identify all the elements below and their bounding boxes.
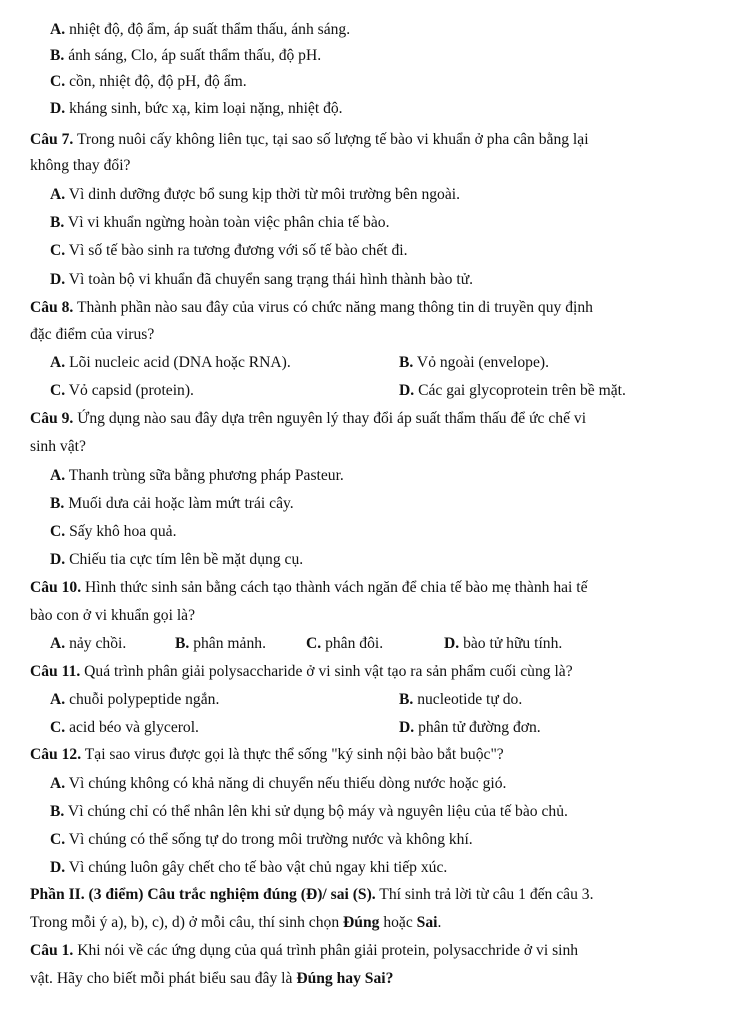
q10-stem-line1: Câu 10. Hình thức sinh sản bằng cách tạo thành vách ngăn để chia tế bào mẹ thành hai tế xyxy=(30,579,588,596)
q8-option-a: A. Lõi nucleic acid (DNA hoặc RNA). xyxy=(50,354,291,371)
q9-option-b: B. Muối dưa cải hoặc làm mứt trái cây. xyxy=(50,495,294,512)
q6-option-a: A. nhiệt độ, độ ẩm, áp suất thẩm thấu, ánh sáng. xyxy=(50,21,351,38)
q11-option-d: D. phân tử đường đơn. xyxy=(399,719,541,736)
q10-stem-line2: bào con ở vi khuẩn gọi là? xyxy=(30,607,196,624)
part2-heading: Phần II. (3 điểm) Câu trắc nghiệm đúng (Đ)/ sai (S). Thí sinh trả lời từ câu 1 đến câu 3. xyxy=(30,886,594,903)
q12-stem: Câu 12. Tại sao virus được gọi là thực thể sống "ký sinh nội bào bắt buộc"? xyxy=(30,746,504,763)
q11-option-b: B. nucleotide tự do. xyxy=(399,691,523,708)
q8-option-d: D. Các gai glycoprotein trên bề mặt. xyxy=(399,382,626,399)
q7-option-c: C. Vì số tế bào sinh ra tương đương với số tế bào chết đi. xyxy=(50,242,408,259)
q6-option-d: D. kháng sinh, bức xạ, kim loại nặng, nhiệt độ. xyxy=(50,100,343,117)
q6-option-b: B. ánh sáng, Clo, áp suất thẩm thấu, độ pH. xyxy=(50,47,322,64)
q7-option-a: A. Vì dinh dưỡng được bổ sung kịp thời từ môi trường bên ngoài. xyxy=(50,186,460,203)
q12-option-c: C. Vì chúng có thể sống tự do trong môi trường nước và không khí. xyxy=(50,831,473,848)
q8-stem-line1: Câu 8. Thành phần nào sau đây của virus có chức năng mang thông tin di truyền quy định xyxy=(30,299,593,316)
q8-option-c: C. Vỏ capsid (protein). xyxy=(50,382,194,399)
q10-option-d: D. bào tử hữu tính. xyxy=(444,635,563,652)
part2-instructions: Trong mỗi ý a), b), c), d) ở mỗi câu, thí sinh chọn Đúng hoặc Sai. xyxy=(30,914,442,931)
q10-option-a: A. nảy chồi. xyxy=(50,635,127,652)
q12-option-b: B. Vì chúng chỉ có thể nhân lên khi sử dụng bộ máy và nguyên liệu của tế bào chủ. xyxy=(50,803,568,820)
q7-stem-line2: không thay đổi? xyxy=(30,157,131,174)
p2q1-stem-line1: Câu 1. Khi nói về các ứng dụng của quá trình phân giải protein, polysacchride ở vi sinh xyxy=(30,942,579,959)
q12-option-a: A. Vì chúng không có khả năng di chuyển nếu thiếu dòng nước hoặc gió. xyxy=(50,775,507,792)
q9-stem-line1: Câu 9. Ứng dụng nào sau đây dựa trên nguyên lý thay đổi áp suất thẩm thấu để ức chế vi xyxy=(30,410,587,427)
q8-option-b: B. Vỏ ngoài (envelope). xyxy=(399,354,549,371)
q9-stem-line2: sinh vật? xyxy=(30,438,86,455)
q11-option-a: A. chuỗi polypeptide ngắn. xyxy=(50,691,220,708)
q8-stem-line2: đặc điểm của virus? xyxy=(30,326,155,343)
q7-option-d: D. Vì toàn bộ vi khuẩn đã chuyển sang trạng thái hình thành bào tử. xyxy=(50,271,474,288)
p2q1-stem-line2: vật. Hãy cho biết mỗi phát biểu sau đây là Đúng hay Sai? xyxy=(30,970,394,987)
q11-stem: Câu 11. Quá trình phân giải polysaccharide ở vi sinh vật tạo ra sản phẩm cuối cùng là? xyxy=(30,663,573,680)
q10-option-b: B. phân mảnh. xyxy=(175,635,266,652)
q9-option-c: C. Sấy khô hoa quả. xyxy=(50,523,177,540)
q7-option-b: B. Vì vi khuẩn ngừng hoàn toàn việc phân chia tế bào. xyxy=(50,214,390,231)
q10-option-c: C. phân đôi. xyxy=(306,635,384,652)
q6-option-c: C. cồn, nhiệt độ, độ pH, độ ẩm. xyxy=(50,73,247,90)
q12-option-d: D. Vì chúng luôn gây chết cho tế bào vật chủ ngay khi tiếp xúc. xyxy=(50,859,448,876)
q9-option-d: D. Chiếu tia cực tím lên bề mặt dụng cụ. xyxy=(50,551,304,568)
q11-option-c: C. acid béo và glycerol. xyxy=(50,719,199,736)
q9-option-a: A. Thanh trùng sữa bằng phương pháp Pasteur. xyxy=(50,467,344,484)
q7-stem-line1: Câu 7. Trong nuôi cấy không liên tục, tại sao số lượng tế bào vi khuẩn ở pha cân bằng lại xyxy=(30,131,589,148)
